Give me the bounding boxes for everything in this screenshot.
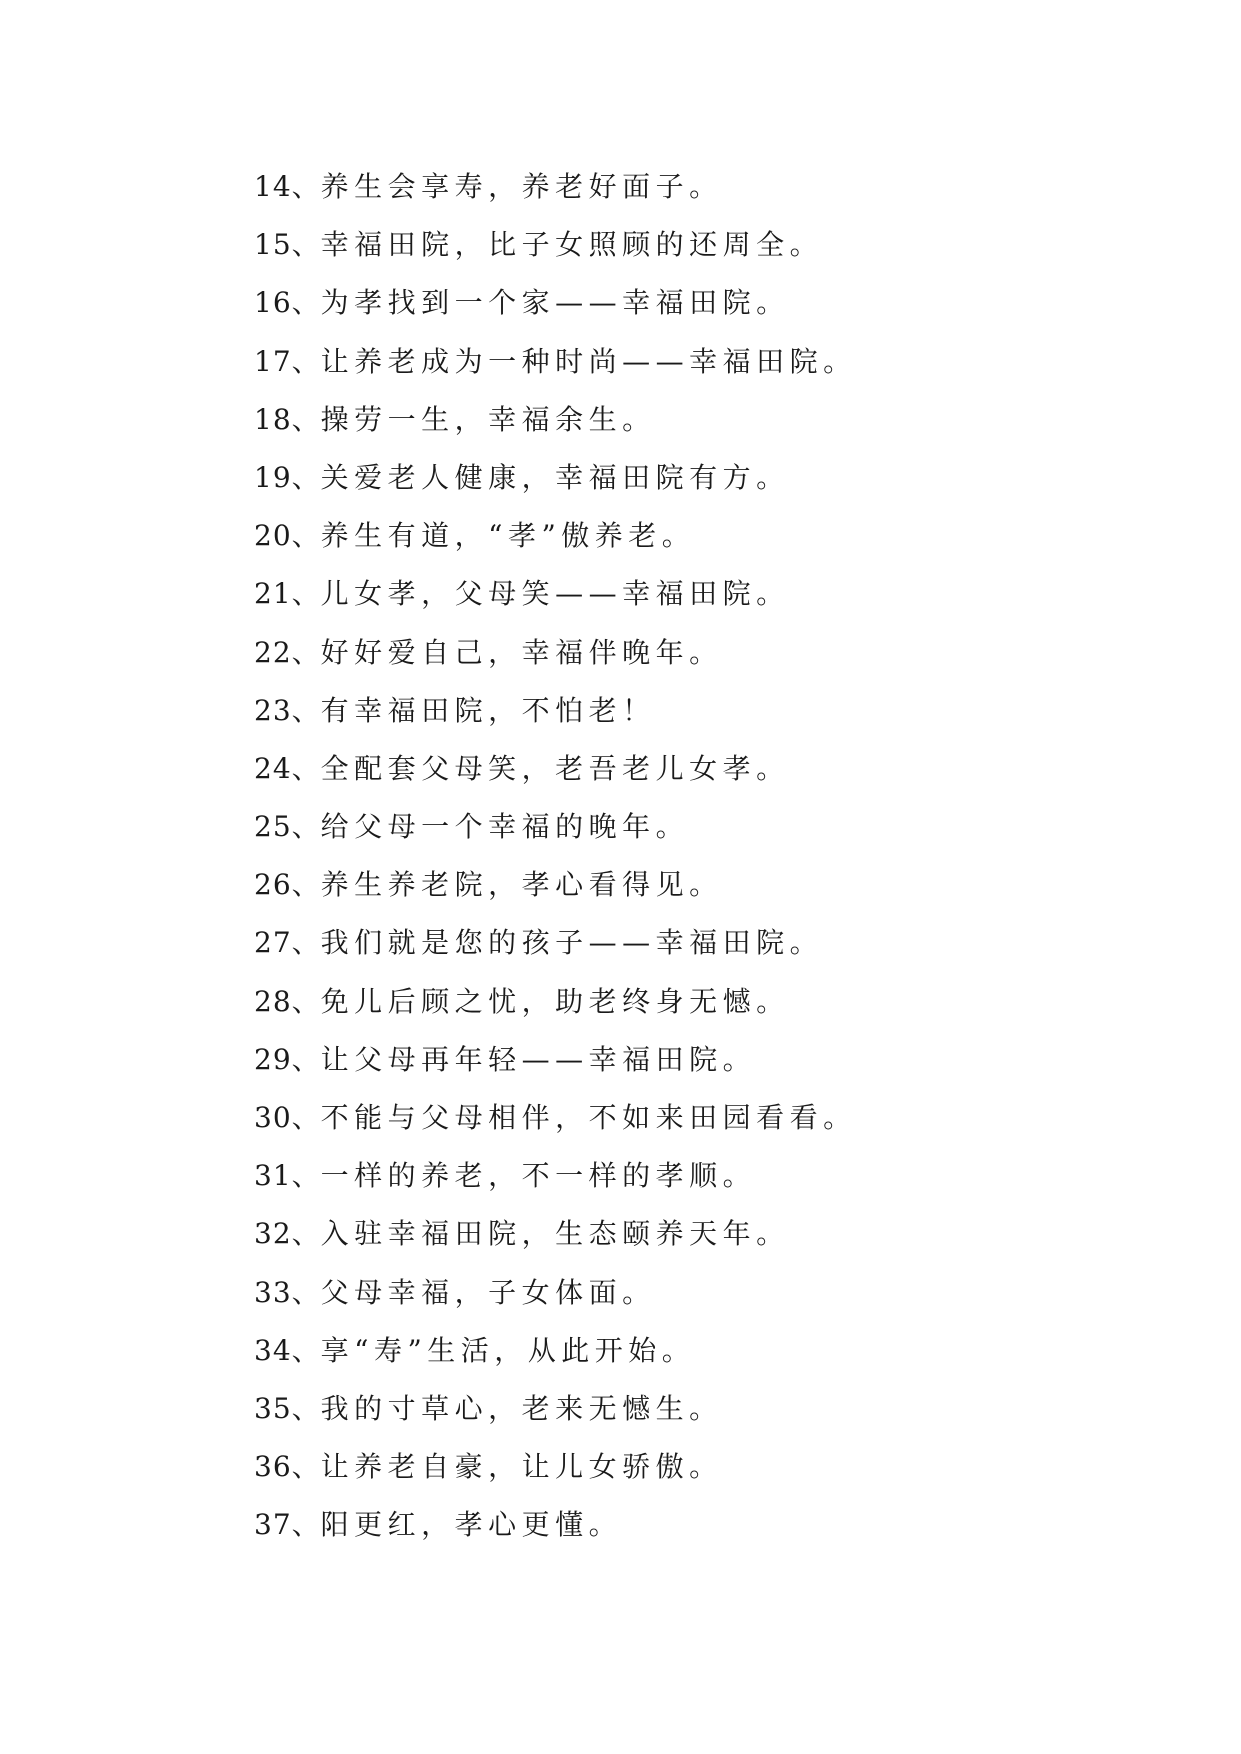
slogan-number: 23、 bbox=[254, 693, 321, 727]
slogan-item bbox=[254, 682, 1154, 740]
slogan-text: 让父母再年轻——幸福田院。 bbox=[320, 1042, 757, 1076]
slogan-text: 好好爱自己，幸福伴晚年。 bbox=[320, 635, 723, 669]
slogan-number: 32、 bbox=[254, 1217, 321, 1251]
slogan-text: 关爱老人健康，幸福田院有方。 bbox=[320, 460, 790, 494]
slogan-item bbox=[254, 624, 1154, 682]
slogan-number: 24、 bbox=[254, 751, 321, 785]
slogan-number: 16、 bbox=[254, 286, 321, 320]
slogan-item bbox=[254, 1496, 1154, 1554]
slogan-item bbox=[254, 798, 1154, 856]
slogan-text: 让养老成为一种时尚——幸福田院。 bbox=[320, 344, 857, 378]
slogan-item bbox=[254, 507, 1154, 565]
slogan-text: 入驻幸福田院，生态颐养天年。 bbox=[320, 1217, 790, 1251]
slogan-item bbox=[254, 158, 1154, 216]
slogan-text: 给父母一个幸福的晚年。 bbox=[320, 810, 690, 844]
slogan-item bbox=[254, 565, 1154, 623]
slogan-item bbox=[254, 1438, 1154, 1496]
slogan-text: 养生会享寿，养老好面子。 bbox=[320, 170, 723, 203]
slogan-number: 30、 bbox=[254, 1101, 321, 1134]
slogan-text: 不能与父母相伴，不如来田园看看。 bbox=[320, 1101, 857, 1134]
slogan-item bbox=[254, 1205, 1154, 1263]
slogan-text: 为孝找到一个家——幸福田院。 bbox=[320, 286, 790, 320]
slogan-item bbox=[254, 1031, 1154, 1089]
slogan-text: 操劳一生，幸福余生。 bbox=[320, 402, 656, 436]
slogan-number: 19、 bbox=[254, 460, 321, 494]
slogan-text: 全配套父母笑，老吾老儿女孝。 bbox=[320, 751, 790, 785]
slogan-text: 有幸福田院，不怕老！ bbox=[320, 693, 656, 727]
slogan-text: 父母幸福，子女体面。 bbox=[320, 1275, 656, 1309]
slogan-item bbox=[254, 1322, 1154, 1380]
slogan-text: 让养老自豪，让儿女骄傲。 bbox=[320, 1450, 723, 1484]
slogan-text: 幸福田院，比子女照顾的还周全。 bbox=[320, 228, 824, 262]
slogan-number: 25、 bbox=[254, 810, 321, 844]
slogan-item bbox=[254, 1089, 1154, 1147]
slogan-item bbox=[254, 1380, 1154, 1438]
slogan-number: 14、 bbox=[254, 170, 321, 203]
slogan-number: 22、 bbox=[254, 635, 321, 669]
slogan-text: 养生养老院，孝心看得见。 bbox=[320, 868, 723, 902]
slogan-item bbox=[254, 391, 1154, 449]
slogan-number: 27、 bbox=[254, 926, 321, 960]
slogan-list bbox=[254, 158, 1154, 1555]
slogan-item bbox=[254, 914, 1154, 972]
slogan-item bbox=[254, 856, 1154, 914]
slogan-text: 阳更红，孝心更懂。 bbox=[320, 1508, 623, 1542]
slogan-text: 享“寿”生活，从此开始。 bbox=[320, 1333, 696, 1367]
slogan-item bbox=[254, 449, 1154, 507]
slogan-number: 18、 bbox=[254, 402, 321, 436]
slogan-item bbox=[254, 216, 1154, 274]
slogan-item bbox=[254, 333, 1154, 391]
slogan-item bbox=[254, 1147, 1154, 1205]
slogan-number: 21、 bbox=[254, 577, 321, 611]
slogan-number: 20、 bbox=[254, 519, 321, 553]
slogan-text: 我的寸草心，老来无憾生。 bbox=[320, 1391, 723, 1425]
slogan-number: 29、 bbox=[254, 1042, 321, 1076]
slogan-text: 我们就是您的孩子——幸福田院。 bbox=[320, 926, 824, 960]
slogan-text: 免儿后顾之忧，助老终身无憾。 bbox=[320, 984, 790, 1018]
slogan-text: 一样的养老，不一样的孝顺。 bbox=[320, 1159, 757, 1193]
slogan-number: 35、 bbox=[254, 1391, 321, 1425]
slogan-number: 36、 bbox=[254, 1450, 321, 1484]
slogan-number: 26、 bbox=[254, 868, 321, 902]
slogan-text: 养生有道，“孝”傲养老。 bbox=[320, 519, 696, 553]
slogan-item bbox=[254, 1264, 1154, 1322]
slogan-item bbox=[254, 740, 1154, 798]
slogan-number: 37、 bbox=[254, 1508, 321, 1542]
slogan-text: 儿女孝，父母笑——幸福田院。 bbox=[320, 577, 790, 611]
slogan-number: 28、 bbox=[254, 984, 321, 1018]
slogan-number: 17、 bbox=[254, 344, 321, 378]
slogan-item bbox=[254, 274, 1154, 332]
slogan-number: 15、 bbox=[254, 228, 321, 262]
slogan-number: 34、 bbox=[254, 1333, 321, 1367]
slogan-item bbox=[254, 973, 1154, 1031]
slogan-number: 31、 bbox=[254, 1159, 321, 1193]
slogan-number: 33、 bbox=[254, 1275, 321, 1309]
